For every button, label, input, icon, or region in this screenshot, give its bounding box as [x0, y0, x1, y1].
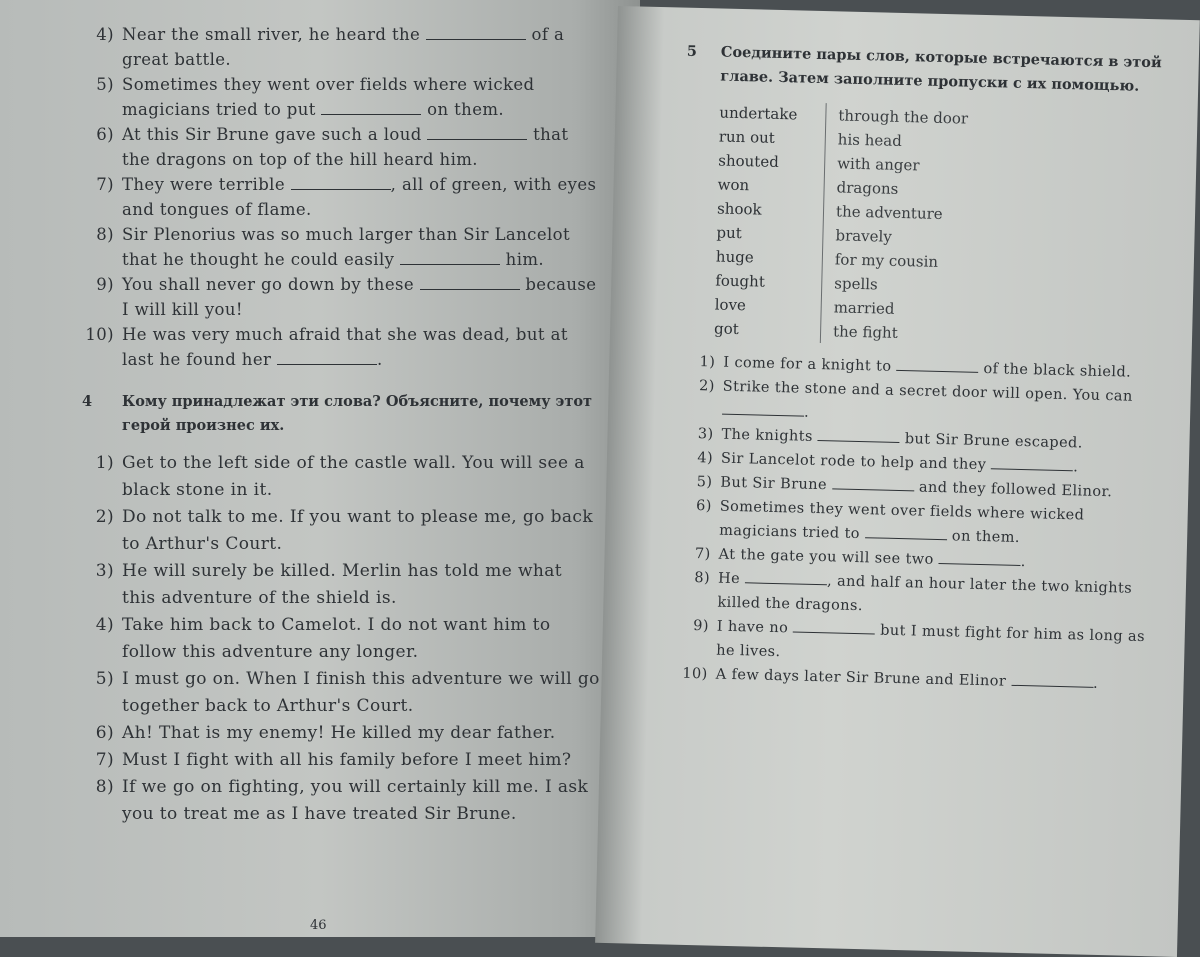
- word-item: dragons: [836, 178, 899, 198]
- list-item: 1) I come for a knight to of the black shield.: [699, 354, 1132, 381]
- list-item: 5) But Sir Brune and they followed Elinor.: [696, 474, 1113, 501]
- fill-blank[interactable]: [793, 619, 875, 634]
- word-item: shook: [716, 199, 762, 219]
- list-item: 4) Near the small river, he heard the of a great battle.: [96, 25, 565, 69]
- list-item: 2) Strike the stone and a secret door will open. You can .: [698, 378, 1133, 421]
- fill-blank[interactable]: [420, 277, 520, 290]
- word-column-right: [821, 103, 969, 346]
- fill-blank[interactable]: [1011, 673, 1093, 688]
- list-item: 3) The knights but Sir Brune escaped.: [697, 426, 1083, 452]
- exercise-4: [82, 390, 600, 828]
- word-item: huge: [715, 247, 754, 267]
- list-item: 6) Sometimes they went over fields where wicked magicians tried to on them.: [695, 498, 1085, 546]
- fill-blank[interactable]: [321, 102, 421, 115]
- fill-blank[interactable]: [400, 252, 500, 265]
- word-item: spells: [834, 274, 878, 294]
- list-item: 9) You shall never go down by these because I will kill you!: [96, 275, 597, 319]
- word-item: through the door: [838, 106, 969, 128]
- list-item: 4) Sir Lancelot rode to help and they .: [697, 450, 1079, 476]
- page-number: 46: [310, 918, 327, 933]
- list-item: 7) They were terrible , all of green, with eyes and tongues of flame.: [96, 175, 597, 219]
- fill-blank[interactable]: [745, 570, 827, 585]
- list-item: 8) Sir Plenorius was so much larger than Sir Lancelot that he thought he could easily him.: [96, 225, 571, 269]
- word-item: won: [717, 175, 750, 195]
- list-item: 6) Ah! That is my enemy! He killed my dear father.: [95, 723, 556, 743]
- list-item: 1) Get to the left side of the castle wall. You will see a black stone in it.: [95, 453, 585, 500]
- fill-blank[interactable]: [832, 476, 914, 491]
- list-item: 8) If we go on fighting, you will certainly kill me. I ask you to treat me as I have treated Sir Brune.: [95, 777, 589, 824]
- list-item: 10) He was very much afraid that she was dead, but at last he found her .: [85, 325, 568, 369]
- word-item: shouted: [718, 151, 780, 171]
- word-item: the fight: [832, 322, 898, 342]
- word-item: run out: [718, 127, 776, 147]
- word-match-table: [714, 101, 1168, 352]
- fill-blank[interactable]: [291, 177, 391, 190]
- list-item: 5) I must go on. When I finish this adventure we will go together back to Arthur's Court.: [95, 669, 600, 716]
- fill-blank[interactable]: [896, 358, 978, 373]
- word-item: married: [833, 298, 895, 318]
- word-column-left: [714, 101, 827, 344]
- word-item: bravely: [835, 226, 893, 246]
- list-item: 5) Sometimes they went over fields where wicked magicians tried to put on them.: [96, 75, 535, 119]
- list-item: 9) I have no but I must fight for him as long as he lives.: [692, 618, 1146, 661]
- fill-blank[interactable]: [426, 27, 526, 40]
- fill-blank[interactable]: [939, 551, 1021, 566]
- list-item: 10) A few days later Sir Brune and Elinor .: [682, 665, 1099, 692]
- list-item: 2) Do not talk to me. If you want to please me, go back to Arthur's Court.: [95, 507, 594, 554]
- word-item: his head: [837, 130, 903, 150]
- word-item: put: [716, 223, 743, 243]
- exercise-3-continued: [82, 22, 600, 372]
- list-item: 6) At this Sir Brune gave such a loud that the dragons on top of the hill heard him.: [96, 125, 569, 169]
- section-heading: 4 Кому принадлежат эти слова? Объясните, почему этот герой произнес их.: [82, 393, 592, 434]
- fill-blank[interactable]: [427, 127, 527, 140]
- list-item: 3) He will surely be killed. Merlin has told me what this adventure of the shield is.: [95, 561, 563, 608]
- exercise-5-sentences: [671, 350, 1161, 698]
- word-item: love: [714, 295, 747, 315]
- fill-blank[interactable]: [991, 456, 1073, 471]
- fill-blank[interactable]: [722, 402, 804, 417]
- right-page: [595, 6, 1200, 957]
- word-item: got: [713, 319, 740, 339]
- word-item: the adventure: [835, 202, 943, 223]
- list-item: 8) He , and half an hour later the two knights killed the dragons.: [694, 570, 1133, 615]
- fill-blank[interactable]: [818, 428, 900, 443]
- fill-blank[interactable]: [865, 525, 947, 540]
- word-item: for my cousin: [834, 250, 939, 271]
- list-item: 7) At the gate you will see two .: [694, 546, 1026, 571]
- word-item: undertake: [719, 103, 798, 124]
- list-item: 7) Must I fight with all his family before I meet him?: [95, 750, 572, 770]
- fill-blank[interactable]: [277, 352, 377, 365]
- word-item: with anger: [836, 154, 920, 175]
- word-item: fought: [715, 271, 766, 291]
- section-heading: 5 Соедините пары слов, которые встречаются в этой главе. Затем заполните пропуски с их помощью.: [686, 42, 1162, 95]
- list-item: 4) Take him back to Camelot. I do not want him to follow this adventure any longer.: [95, 615, 551, 662]
